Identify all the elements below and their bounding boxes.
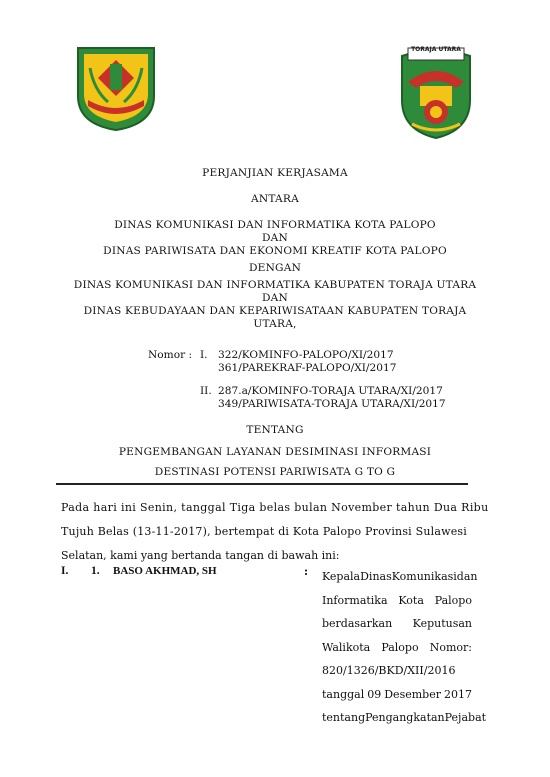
tentang-heading: TENTANG — [246, 424, 304, 436]
subject-line-2: DESTINASI POTENSI PARIWISATA G TO G — [154, 466, 396, 478]
party-roman: I. — [61, 565, 69, 577]
party-colon: : — [304, 565, 309, 578]
intro-line-2: Tujuh Belas (13-11-2017), bertempat di Kota Palopo Provinsi Sulawesi — [61, 525, 467, 538]
divider-rule — [56, 483, 468, 485]
doc-title: PERJANJIAN KERJASAMA — [202, 167, 348, 179]
subject-line-1: PENGEMBANGAN LAYANAN DESIMINASI INFORMASI — [118, 446, 432, 458]
party-b-2b: UTARA, — [253, 318, 297, 330]
party-name: BASO AKHMAD, SH — [113, 565, 217, 577]
party-a-1: DINAS KOMUNIKASI DAN INFORMATIKA KOTA PALOPO — [114, 219, 436, 231]
nomor-group1-a: 322/KOMINFO-PALOPO/XI/2017 — [218, 349, 394, 361]
party-index: 1. — [91, 565, 100, 577]
nomor-group1-b: 361/PAREKRAF-PALOPO/XI/2017 — [218, 362, 397, 375]
party-b-1: DINAS KOMUNIKASI DAN INFORMATIKA KABUPATEN TORAJA UTARA — [73, 279, 477, 291]
and-2: DAN — [261, 292, 288, 304]
toraja-utara-label: TORAJA UTARA — [411, 46, 461, 53]
nomor-group2-num: II. — [200, 384, 212, 397]
title-block — [0, 167, 550, 180]
nomor-group2-b: 349/PARIWISATA-TORAJA UTARA/XI/2017 — [218, 397, 446, 410]
palopo-emblem-icon — [74, 44, 158, 132]
toraja-utara-emblem-icon — [396, 42, 476, 140]
nomor-label: Nomor : — [148, 349, 193, 361]
intro-line-1: Pada hari ini Senin, tanggal Tiga belas bulan November tahun Dua Ribu — [61, 501, 489, 514]
party-description: Kepala Dinas Komunikasi dan Informatika Kota Palopo berdasarkan Keputusan Walikota Palopo Nomor: 820/1326/BKD/XII/2016 tanggal 09 Desember 2017 tentang Pengangkatan Pejabat — [322, 570, 487, 724]
and-1: DAN — [261, 232, 288, 244]
party-a-2: DINAS PARIWISATA DAN EKONOMI KREATIF KOTA PALOPO — [103, 245, 447, 257]
nomor-group1-num: I. — [200, 349, 208, 361]
intro-line-3: Selatan, kami yang bertanda tangan di bawah ini: — [61, 549, 340, 562]
party-b-2a: DINAS KEBUDAYAAN DAN KEPARIWISATAAN KABUPATEN TORAJA — [83, 305, 467, 317]
title-antara: ANTARA — [251, 193, 299, 205]
nomor-block — [148, 349, 446, 411]
title-dengan: DENGAN — [248, 262, 302, 274]
nomor-group2-a: 287.a/KOMINFO-TORAJA UTARA/XI/2017 — [218, 384, 443, 397]
intro-paragraph — [61, 496, 489, 568]
